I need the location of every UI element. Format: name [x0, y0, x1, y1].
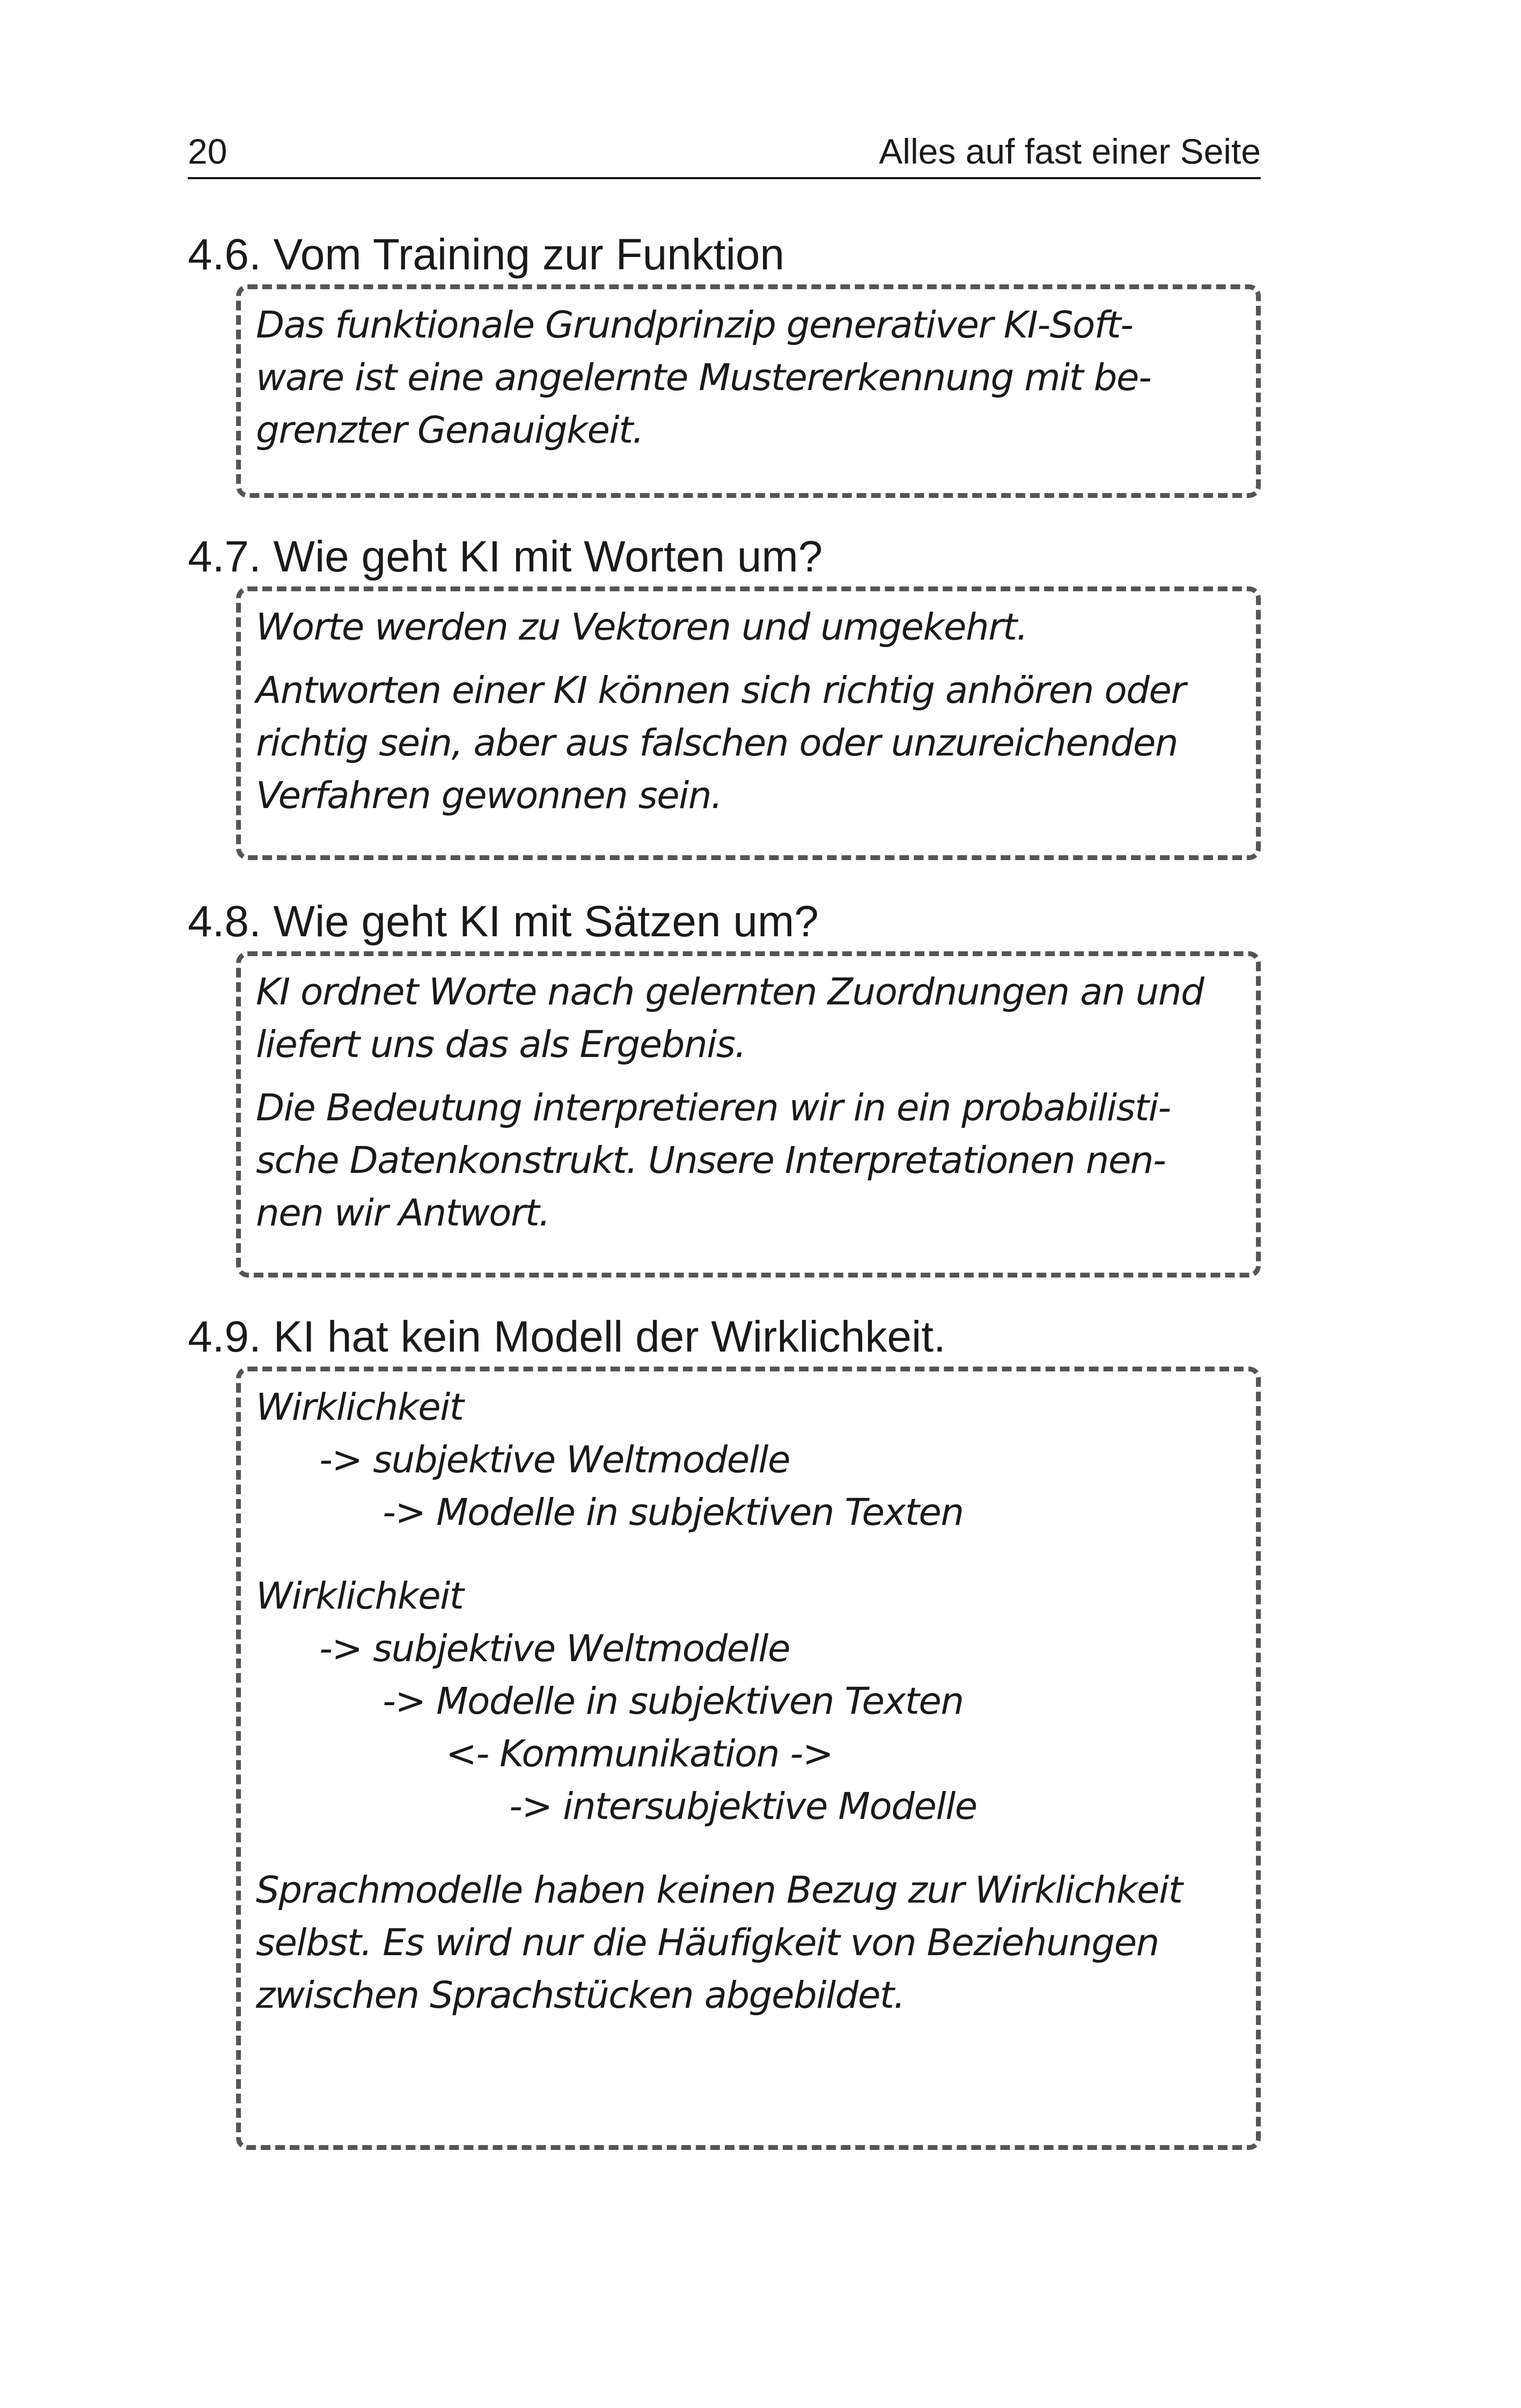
running-title: Alles auf fast einer Seite [879, 131, 1261, 171]
box-line: Sprachmodelle haben keinen Bezug zur Wirklichkeit [256, 1869, 1182, 1912]
section-heading-4-6: 4.6. Vom Training zur Funktion [188, 230, 785, 279]
section-heading-4-8: 4.8. Wie geht KI mit Sätzen um? [188, 897, 819, 946]
box-line: KI ordnet Worte nach gelernten Zuordnungen an und [256, 971, 1204, 1014]
page-number: 20 [188, 131, 227, 171]
box-line: -> Modelle in subjektiven Texten [383, 1491, 964, 1534]
summary-box-4-9 [236, 1367, 1261, 2150]
box-line: sche Datenkonstrukt. Unsere Interpretationen nen- [256, 1139, 1166, 1182]
box-line: -> subjektive Weltmodelle [319, 1627, 790, 1670]
box-line: ware ist eine angelernte Mustererkennung mit be- [256, 356, 1151, 399]
box-line: selbst. Es wird nur die Häufigkeit von Beziehungen [256, 1921, 1159, 1964]
box-line: Antworten einer KI können sich richtig anhören oder [256, 669, 1186, 712]
box-line: <- Kommunikation -> [446, 1732, 833, 1775]
box-line: -> Modelle in subjektiven Texten [383, 1680, 964, 1723]
box-line: Wirklichkeit [256, 1386, 464, 1429]
box-line: liefert uns das als Ergebnis. [256, 1023, 746, 1066]
box-line: zwischen Sprachstücken abgebildet. [256, 1974, 905, 2017]
box-line: richtig sein, aber aus falschen oder unzureichenden [256, 722, 1178, 765]
section-heading-4-7: 4.7. Wie geht KI mit Worten um? [188, 532, 823, 581]
box-line: Worte werden zu Vektoren und umgekehrt. [256, 606, 1028, 649]
summary-box-4-7 [236, 586, 1261, 860]
box-line: nen wir Antwort. [256, 1192, 550, 1235]
box-line: -> intersubjektive Modelle [509, 1785, 977, 1828]
running-header [188, 126, 1261, 179]
box-line: Das funktionale Grundprinzip generativer KI-Soft- [256, 304, 1133, 347]
box-line: Verfahren gewonnen sein. [256, 774, 722, 817]
box-line: Die Bedeutung interpretieren wir in ein probabilisti- [256, 1086, 1171, 1129]
box-line: -> subjektive Weltmodelle [319, 1438, 790, 1481]
box-line: Wirklichkeit [256, 1575, 464, 1618]
box-line: grenzter Genauigkeit. [256, 409, 644, 452]
summary-box-4-8 [236, 951, 1261, 1278]
summary-box-4-6 [236, 284, 1261, 498]
section-heading-4-9: 4.9. KI hat kein Modell der Wirklichkeit. [188, 1312, 946, 1361]
